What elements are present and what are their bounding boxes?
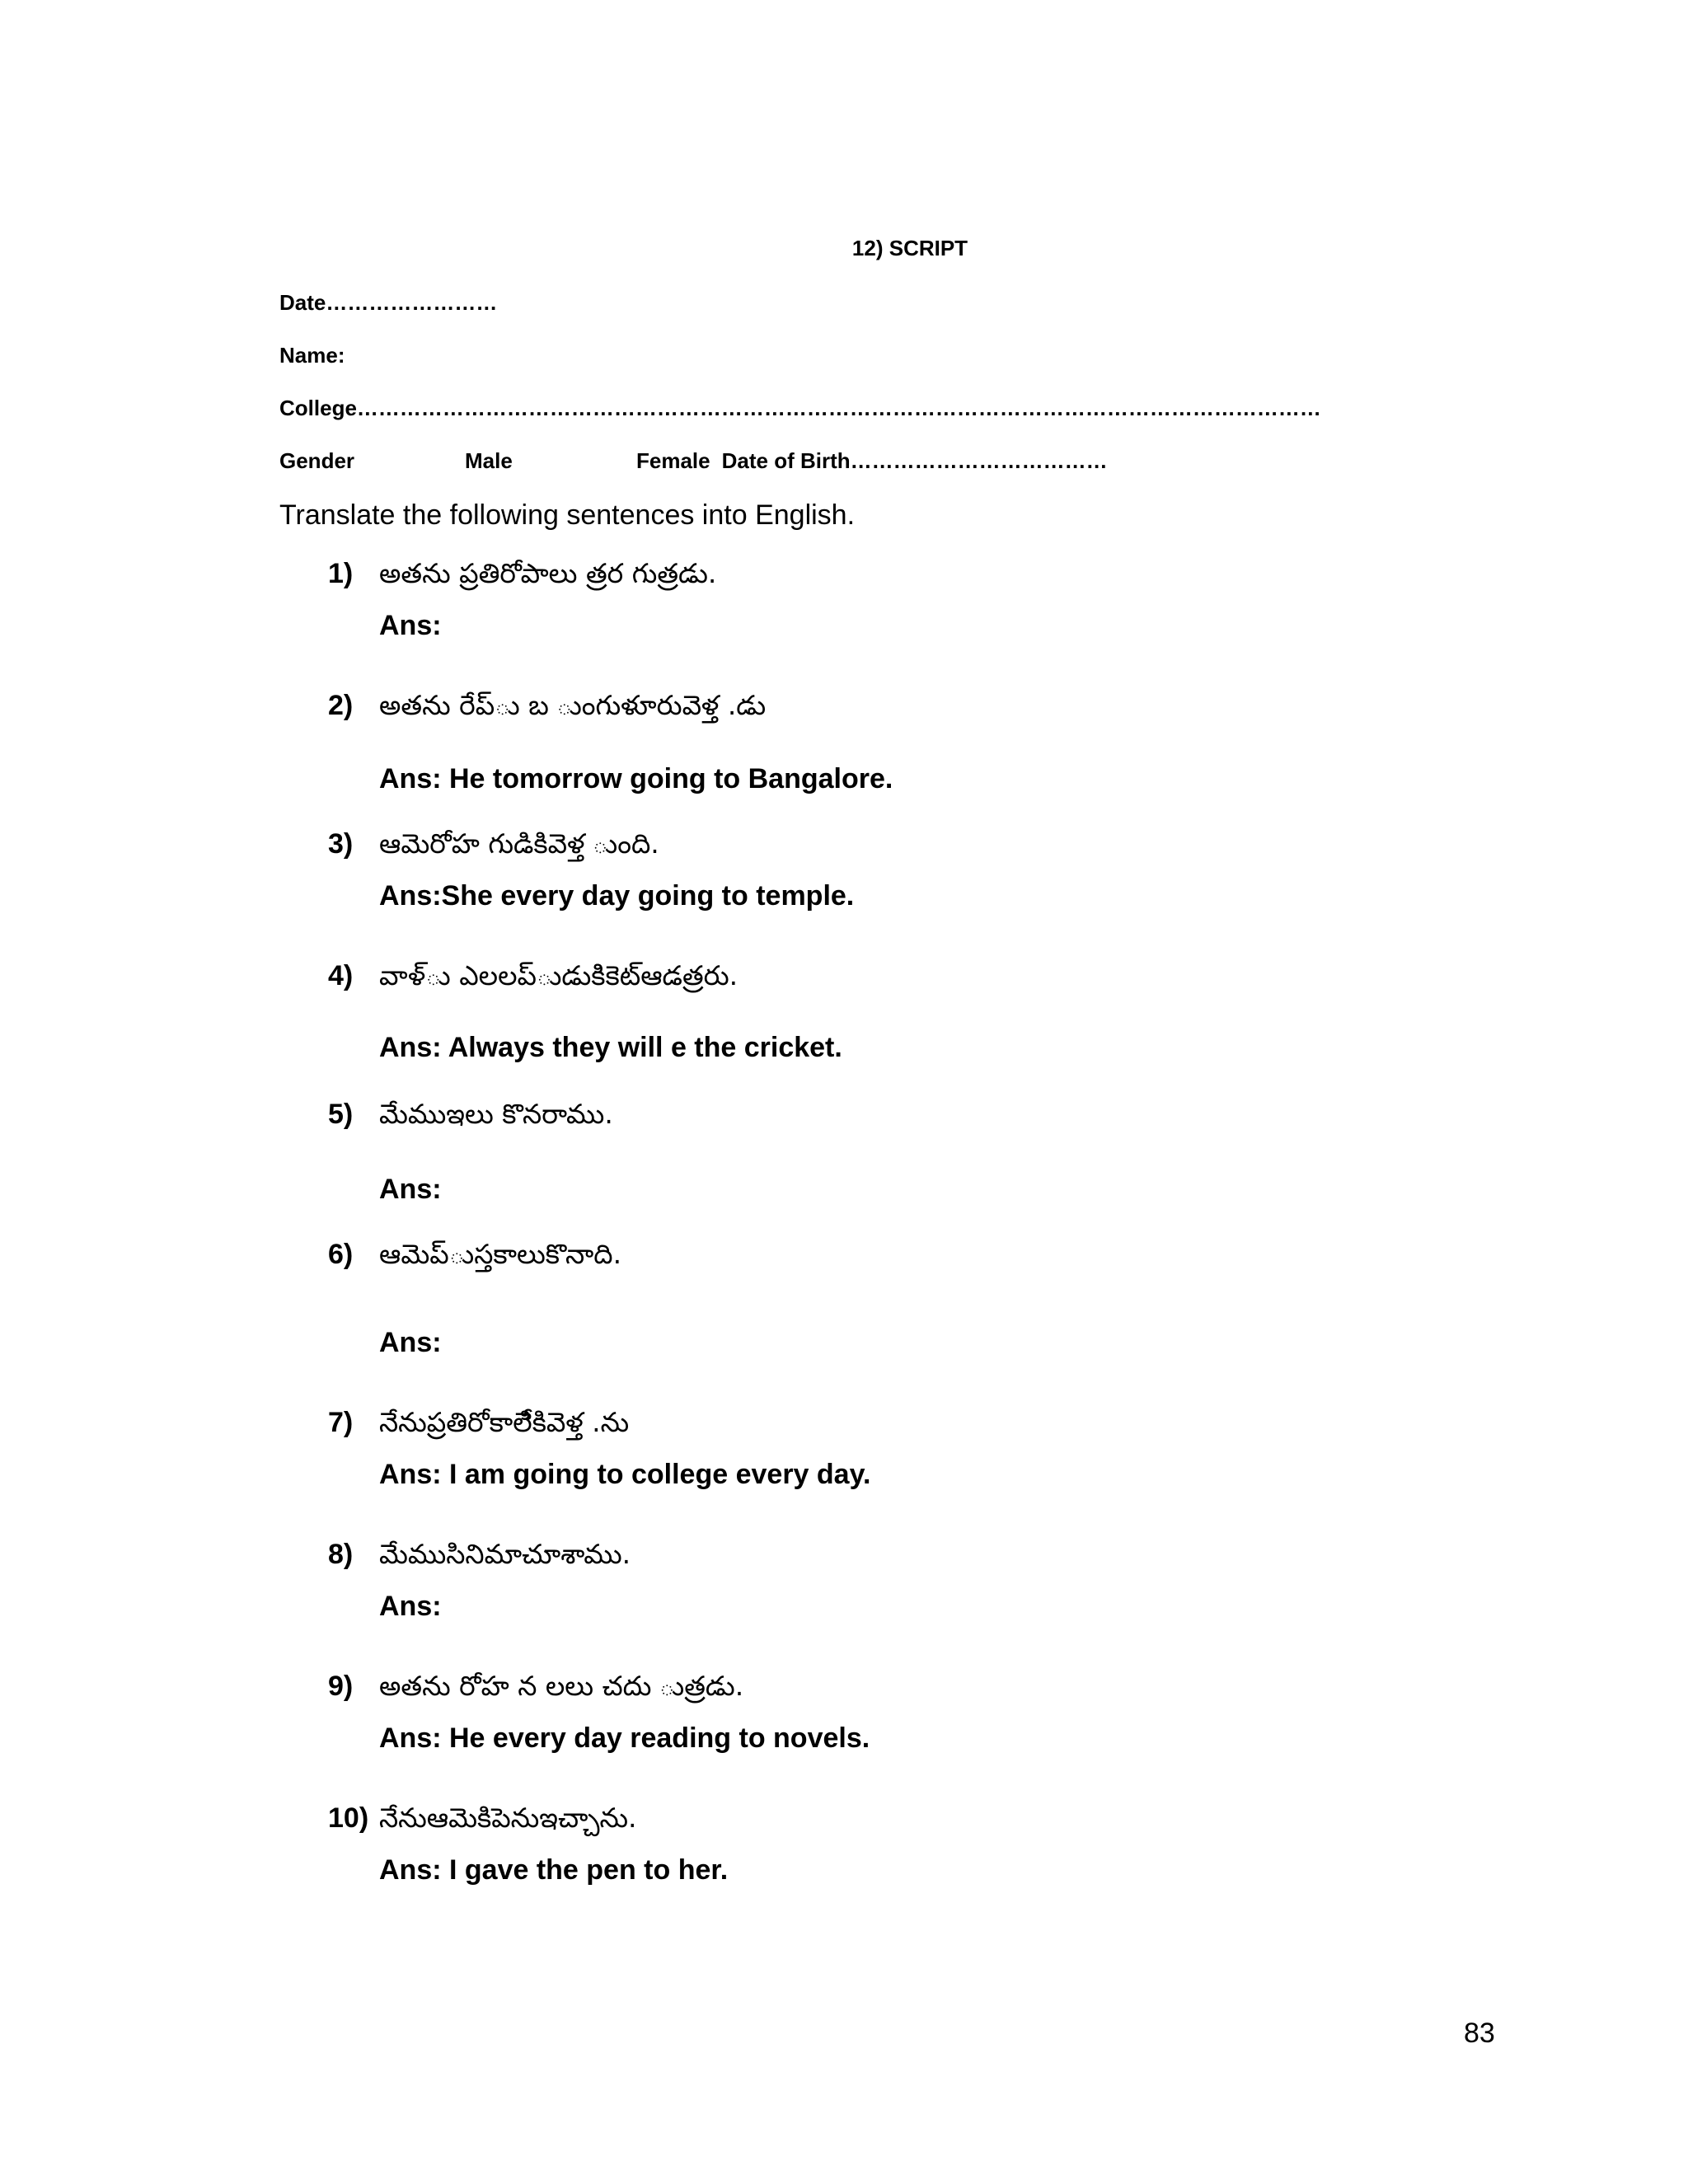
date-field: Date…………………… bbox=[279, 290, 498, 315]
question-text: నేనుప్రతిరోకాలేికివెళ్త .ను bbox=[379, 1406, 630, 1438]
date-of-birth-field: Date of Birth……………………………… bbox=[721, 448, 1108, 473]
answer-line: Ans: He tomorrow going to Bangalore. bbox=[379, 763, 893, 794]
gender-female-group bbox=[636, 448, 1108, 474]
question-text: ఆమెప్ుస్తకాలుకొనాది. bbox=[379, 1238, 622, 1270]
question-number: 2) bbox=[328, 690, 354, 721]
question-text: వాళ్ు ఎలలప్ుడుకిికెట్ఆడత్రరు. bbox=[379, 959, 738, 991]
gender-female-option: Female bbox=[636, 448, 710, 473]
question-text: మేముఇలు కొనరాము. bbox=[379, 1098, 613, 1130]
question-number: 6) bbox=[328, 1239, 354, 1270]
gender-label: Gender bbox=[279, 448, 355, 473]
name-field: Name: bbox=[279, 343, 345, 368]
question-number: 10) bbox=[328, 1802, 369, 1834]
question-text: ఆమెరోహ గుడికివెళ్త ుంది. bbox=[379, 827, 659, 860]
question-item bbox=[328, 1238, 621, 1277]
answer-line: Ans: bbox=[379, 610, 442, 641]
question-item bbox=[328, 689, 766, 728]
question-item bbox=[328, 557, 716, 596]
question-item bbox=[328, 827, 659, 866]
page-title: 12) SCRIPT bbox=[851, 236, 968, 260]
question-item bbox=[328, 1406, 629, 1445]
answer-line: Ans: bbox=[379, 1591, 442, 1622]
gender-male-option: Male bbox=[465, 448, 513, 473]
answer-line: Ans: bbox=[379, 1174, 442, 1205]
question-item bbox=[328, 1098, 613, 1137]
answer-line: Ans: He every day reading to novels. bbox=[379, 1722, 870, 1754]
college-field: College……………………………………………………………………………………………………………………… bbox=[279, 396, 1321, 420]
question-item bbox=[328, 1538, 631, 1577]
question-number: 4) bbox=[328, 960, 354, 991]
question-text: అతను రేప్ు బ ుంగుళూరువెళ్త .డు bbox=[379, 689, 767, 721]
instruction-text: Translate the following sentences into English. bbox=[279, 499, 856, 531]
question-number: 3) bbox=[328, 828, 354, 860]
question-item bbox=[328, 959, 738, 998]
answer-line: Ans: I gave the pen to her. bbox=[379, 1854, 729, 1886]
question-item bbox=[328, 1802, 637, 1840]
page-number: 83 bbox=[1464, 2018, 1495, 2049]
answer-line: Ans:She every day going to temple. bbox=[379, 880, 855, 912]
question-number: 7) bbox=[328, 1407, 354, 1438]
question-text: అతను రోహ న లలు చదు ుత్రడు. bbox=[379, 1670, 744, 1702]
question-number: 5) bbox=[328, 1099, 354, 1130]
question-text: అతను ప్రతిరోపాలు త్రర గుత్రడు. bbox=[379, 557, 717, 589]
question-number: 8) bbox=[328, 1539, 354, 1570]
question-text: మేముసినిమాచూశాము. bbox=[379, 1538, 631, 1570]
question-number: 1) bbox=[328, 558, 354, 589]
answer-line: Ans: bbox=[379, 1327, 442, 1358]
question-text: నేనుఆమెకిపెనుఇచ్చాను. bbox=[379, 1802, 637, 1834]
question-number: 9) bbox=[328, 1671, 354, 1702]
answer-line: Ans: Always they will e the cricket. bbox=[379, 1032, 842, 1063]
question-item bbox=[328, 1670, 743, 1708]
answer-line: Ans: I am going to college every day. bbox=[379, 1459, 871, 1490]
